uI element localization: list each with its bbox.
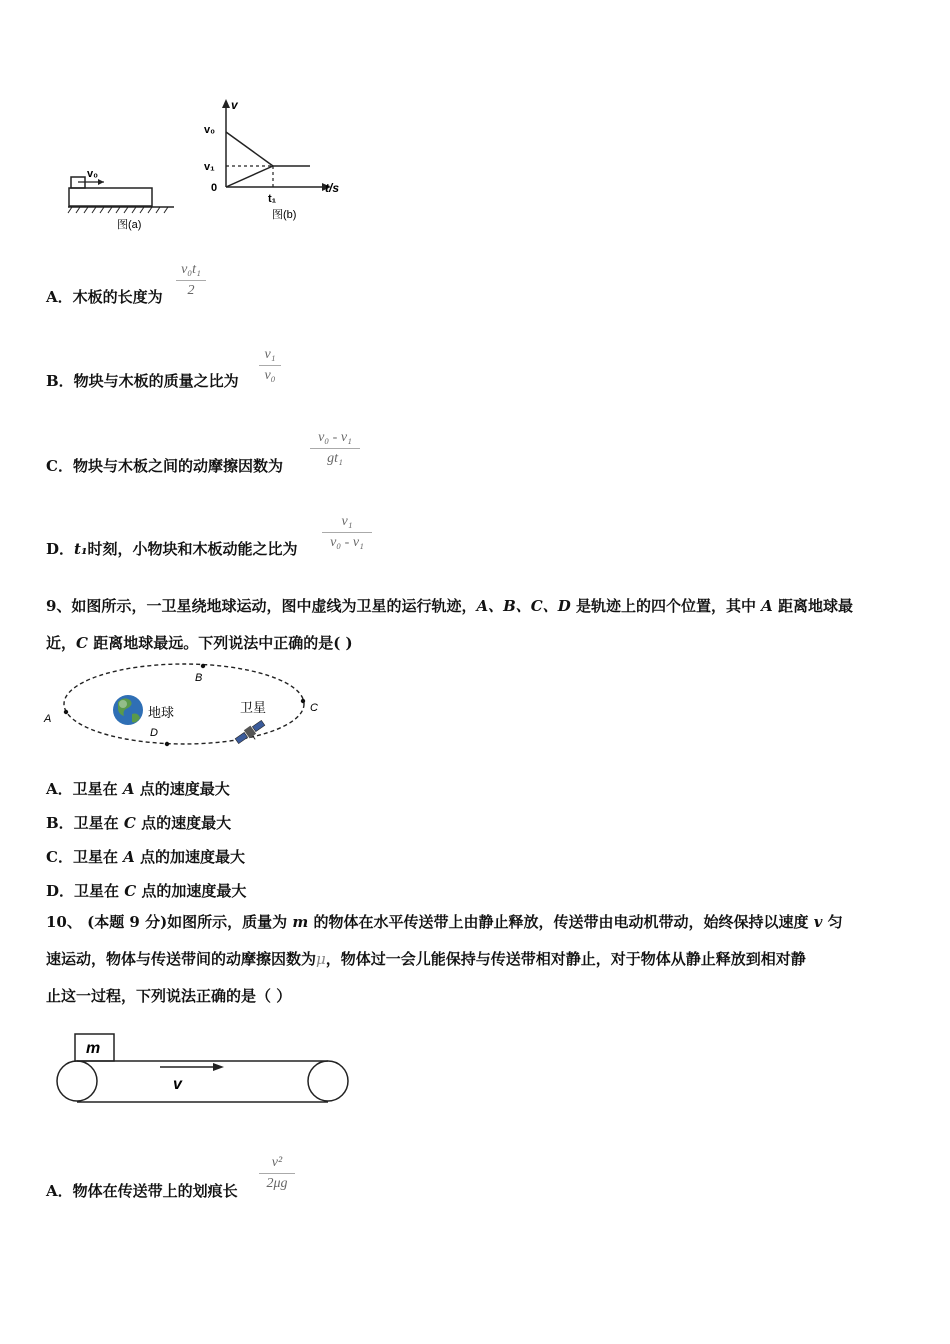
orbit-path (64, 664, 304, 744)
board (69, 188, 152, 206)
conveyor-figure (50, 1030, 355, 1110)
q9-option-a: A．卫星在 A 点的速度最大 (46, 780, 230, 798)
q8-option-b: B．物块与木板的质量之比为 (46, 372, 239, 390)
orbit-label-d: D (150, 727, 158, 739)
orbit-label-c: C (310, 702, 318, 714)
q10-line-2: 速运动，物体与传送带间的动摩擦因数为μ，物体过一会儿能保持与传送带相对静止，对于物体从静止释放到相对静 (46, 950, 806, 968)
q8-option-d: D．t₁时刻，小物块和木板动能之比为 (46, 540, 298, 558)
block-velocity-label: v₀ (87, 168, 99, 180)
line-block (226, 132, 273, 166)
satellite-icon (234, 719, 268, 749)
figure-b (195, 95, 360, 225)
q9-line-2: 近，C 距离地球最远。下列说法中正确的是( ) (46, 634, 353, 652)
left-roller (57, 1061, 97, 1101)
tick-t1: t₁ (268, 193, 277, 205)
q10-option-a: A．物体在传送带上的划痕长 (46, 1182, 238, 1200)
q8-option-a: A．木板的长度为 (46, 288, 163, 306)
q8-option-c: C．物块与木板之间的动摩擦因数为 (46, 457, 283, 475)
earth-icon (113, 695, 143, 725)
orbit-label-a: A (44, 713, 52, 725)
tick-origin: 0 (211, 182, 218, 194)
velocity-label: v (173, 1076, 182, 1093)
q9-option-c: C．卫星在 A 点的加速度最大 (46, 848, 246, 866)
axis-t-label: t/s (325, 181, 340, 195)
q8-option-a-fraction: v₀t₁ 2 (176, 262, 206, 299)
q8-option-c-fraction: v₀ - v₁ gt₁ (310, 430, 360, 467)
q10-line-1: 10、 (本题 9 分)如图所示，质量为 m 的物体在水平传送带上由静止释放，传送带由电动机带动，始终保持以速度 v 匀 (46, 913, 843, 931)
right-roller (308, 1061, 348, 1101)
q9-stem (46, 588, 916, 662)
q8-option-b-fraction: v₁ v₀ (259, 347, 281, 384)
axis-v-label: v (231, 98, 238, 112)
q10-line-3: 止这一过程，下列说法正确的是（ ） (46, 987, 292, 1005)
q9-line-1: 9、如图所示，一卫星绕地球运动，图中虚线为卫星的运行轨迹，A、B、C、D 是轨迹上的四个位置，其中 A 距离地球最 (46, 597, 854, 615)
orbit-label-b: B (195, 672, 203, 684)
satellite-label: 卫星 (240, 700, 267, 715)
q10-stem (46, 904, 916, 1015)
q9-option-b: B．卫星在 C 点的速度最大 (46, 814, 232, 832)
line-board (226, 166, 273, 187)
figure-a (60, 160, 190, 240)
figure-a-caption: 图(a) (117, 219, 142, 231)
orbit-figure (38, 660, 338, 760)
tick-v1: v₁ (204, 161, 215, 173)
tick-v0: v₀ (204, 124, 216, 136)
q10-option-a-fraction: v² 2μg (259, 1155, 295, 1192)
mass-label: m (86, 1040, 101, 1057)
q9-option-d: D．卫星在 C 点的加速度最大 (46, 882, 247, 900)
figure-b-caption: 图(b) (272, 209, 297, 221)
earth-label: 地球 (148, 705, 175, 720)
q8-option-d-fraction: v₁ v₀ - v₁ (322, 514, 372, 551)
